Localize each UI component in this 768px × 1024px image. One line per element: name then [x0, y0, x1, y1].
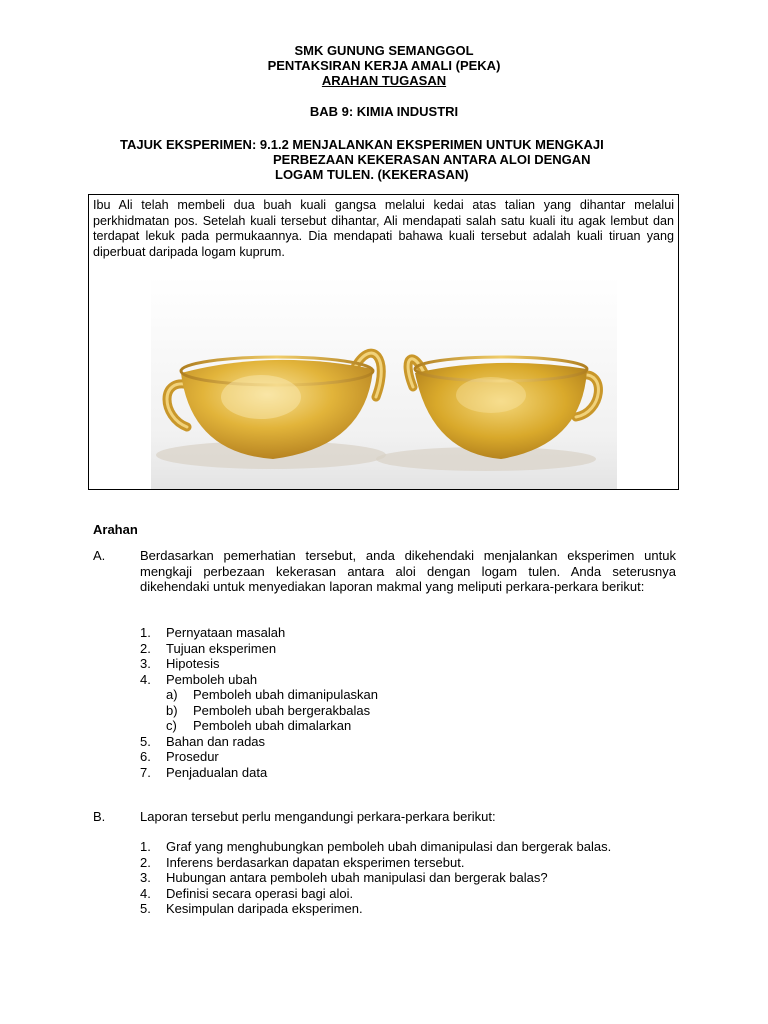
list-item: 7. Penjadualan data [140, 764, 268, 780]
section-b-list [140, 839, 611, 917]
chapter-title: BAB 9: KIMIA INDUSTRI [309, 104, 459, 119]
section-b-text: Laporan tersebut perlu mengandungi perkara-perkara berikut: [140, 809, 496, 824]
list-subitem: b) Pemboleh ubah bergerakbalas [166, 702, 371, 718]
list-item: 6. Prosedur [140, 749, 219, 764]
list-item: 5. Bahan dan radas [140, 733, 266, 749]
list-item: 1. Graf yang menghubungkan pemboleh ubah dimanipulasi dan bergerak balas. [140, 839, 612, 854]
list-subitem: c) Pemboleh ubah dimalarkan [166, 718, 352, 733]
section-a-text: Berdasarkan pemerhatian tersebut, anda dikehendaki menjalankan eksperimen untuk mengkaji perbezaan kekerasan antara aloi dengan logam tulen. Anda seterusnya dikehendaki untuk menyediakan laporan makmal yang meliputi perkara-perkara berikut: [140, 548, 676, 594]
school-name: SMK GUNUNG SEMANGGOL [294, 43, 474, 58]
experiment-title-line: 9.1.2 MENJALANKAN EKSPERIMEN UNTUK MENGKAJI [259, 137, 604, 152]
section-a-letter: A. [93, 548, 106, 563]
list-subitem: a) Pemboleh ubah dimanipulaskan [166, 687, 379, 702]
list-item: 2. Inferens berdasarkan dapatan eksperimen tersebut. [140, 854, 465, 870]
list-item: 3. Hubungan antara pemboleh ubah manipulasi dan bergerak balas? [140, 870, 548, 885]
brass-woks-photo [151, 277, 617, 489]
scenario-text: Ibu Ali telah membeli dua buah kuali gangsa melalui kedai atas talian yang dihantar melalui perkhidmatan pos. Setelah kuali tersebut dihantar, Ali mendapati salah satu kuali itu agak lembut dan terdapat lekuk pada permukaannya. Dia mendapati bahawa kuali tersebut adalah kuali tiruan yang diperbuat daripada logam kuprum. [93, 198, 674, 259]
scenario-box [88, 194, 679, 490]
list-item: 5. Kesimpulan daripada eksperimen. [140, 901, 363, 916]
instructions-title: Arahan [93, 522, 138, 537]
list-item: 3. Hipotesis [140, 656, 220, 671]
list-item: 1. Pernyataan masalah [140, 625, 286, 640]
experiment-title [120, 137, 604, 182]
assessment-title: PENTAKSIRAN KERJA AMALI (PEKA) [267, 58, 501, 73]
list-item: 2. Tujuan eksperimen [140, 640, 277, 656]
section-a-list [140, 625, 378, 780]
experiment-title-line: LOGAM TULEN. (KEKERASAN) [275, 167, 469, 182]
list-item: 4. Pemboleh ubah [140, 671, 258, 687]
list-item: 4. Definisi secara operasi bagi aloi. [140, 885, 354, 901]
instruction-heading: ARAHAN TUGASAN [321, 73, 447, 88]
experiment-title-line: PERBEZAAN KEKERASAN ANTARA ALOI DENGAN [273, 152, 591, 167]
section-b-letter: B. [93, 809, 106, 824]
experiment-title-prefix: TAJUK EKSPERIMEN: [120, 137, 257, 152]
